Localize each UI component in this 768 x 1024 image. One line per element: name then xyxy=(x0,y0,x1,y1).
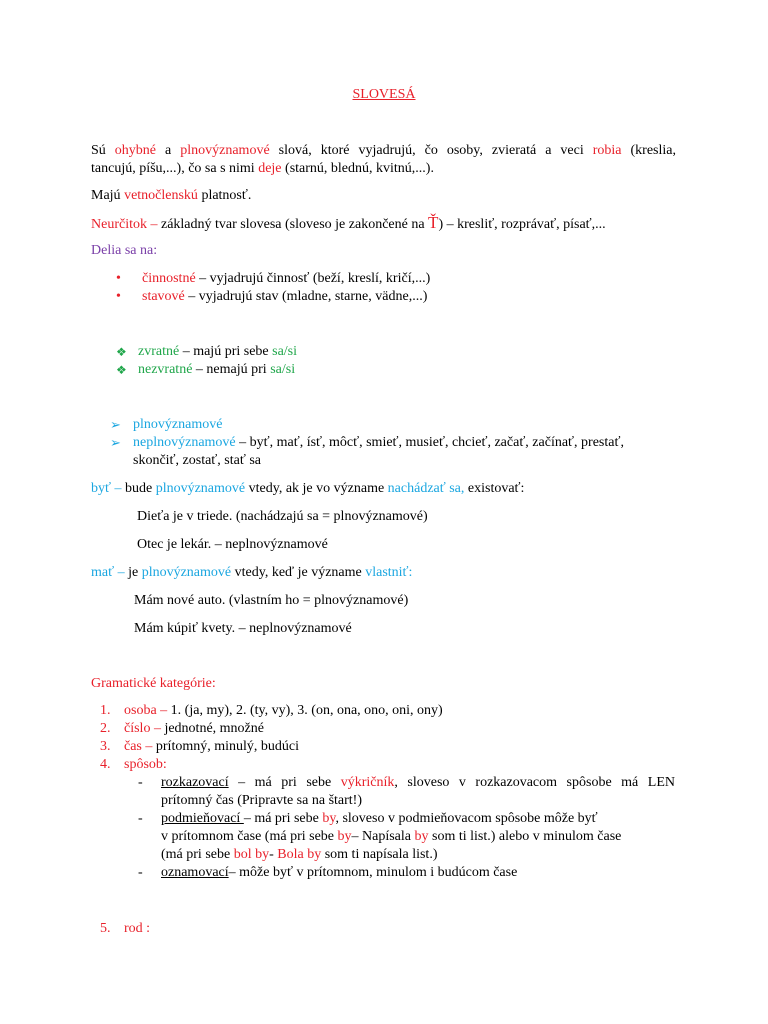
platnost-line: Majú vetnočlenskú platnosť. xyxy=(91,188,252,203)
list-number: 2. xyxy=(100,721,111,736)
intro-line-2: tancujú, píšu,...), čo sa s nimi deje (starnú, blednú, kvitnú,...). xyxy=(91,161,434,176)
gram-item-sposob: spôsob: xyxy=(124,757,167,772)
mat-line: mať – je plnovýznamové vtedy, keď je význame vlastniť: xyxy=(91,565,413,580)
type-item-cinnostne: činnostné – vyjadrujú činnosť (beží, kreslí, kričí,...) xyxy=(142,271,431,286)
mode-rozkazovaci-cont: prítomný čas (Pripravte sa na štart!) xyxy=(161,793,362,808)
gram-item-cislo: číslo – jednotné, množné xyxy=(124,721,264,736)
mat-example-1: Mám nové auto. (vlastním ho = plnovýznamové) xyxy=(134,593,409,608)
list-number: 1. xyxy=(100,703,111,718)
gram-heading: Gramatické kategórie: xyxy=(91,676,216,691)
delia-heading: Delia sa na: xyxy=(91,243,158,258)
byt-example-2: Otec je lekár. – neplnovýznamové xyxy=(137,537,328,552)
diamond-bullet-icon: ❖ xyxy=(116,363,127,377)
bullet-icon: • xyxy=(116,271,121,286)
mode-podmienovaci-cont-1: v prítomnom čase (má pri sebe by– Napísala by som ti list.) alebo v minulom čase xyxy=(161,829,622,844)
byt-line: byť – bude plnovýznamové vtedy, ak je vo význame nachádzať sa, existovať: xyxy=(91,481,525,496)
dash-bullet: - xyxy=(138,775,143,790)
dash-bullet: - xyxy=(138,811,143,826)
type-item-stavove: stavové – vyjadrujú stav (mladne, starne, vädne,...) xyxy=(142,289,428,304)
dash-bullet: - xyxy=(138,865,143,880)
list-number: 4. xyxy=(100,757,111,772)
mode-rozkazovaci: rozkazovací – má pri sebe výkričník, sloveso v rozkazovacom spôsobe má LEN xyxy=(161,775,675,790)
meaning-item-plno: plnovýznamové xyxy=(133,417,223,432)
page-title: SLOVESÁ xyxy=(352,87,416,102)
bullet-icon: • xyxy=(116,289,121,304)
list-number: 5. xyxy=(100,921,111,936)
meaning-item-neplno: neplnovýznamové – byť, mať, ísť, môcť, smieť, musieť, chcieť, začať, začínať, prestať, xyxy=(133,435,624,450)
intro-line-1: Sú ohybné a plnovýznamové slová, ktoré vyjadrujú, čo osoby, zvieratá a veci robia (kreslia, xyxy=(91,143,676,158)
byt-example-1: Dieťa je v triede. (nachádzajú sa = plnovýznamové) xyxy=(137,509,428,524)
arrow-bullet-icon: ➢ xyxy=(110,435,121,450)
meaning-item-neplno-cont: skončiť, zostať, stať sa xyxy=(133,453,261,468)
mode-podmienovaci-cont-2: (má pri sebe bol by- Bola by som ti napísala list.) xyxy=(161,847,438,862)
mat-example-2: Mám kúpiť kvety. – neplnovýznamové xyxy=(134,621,352,636)
list-number: 3. xyxy=(100,739,111,754)
reflexive-item-zvratne: zvratné – majú pri sebe sa/si xyxy=(138,344,298,359)
diamond-bullet-icon: ❖ xyxy=(116,345,127,359)
mode-podmienovaci: podmieňovací – má pri sebe by, sloveso v podmieňovacom spôsobe môže byť xyxy=(161,811,598,826)
reflexive-item-nezvratne: nezvratné – nemajú pri sa/si xyxy=(138,362,296,377)
gram-item-osoba: osoba – 1. (ja, my), 2. (ty, vy), 3. (on, ona, ono, oni, ony) xyxy=(124,703,443,718)
gram-item-rod: rod : xyxy=(124,921,151,936)
neurcitok-line: Neurčitok – základný tvar slovesa (sloveso je zakončené na Ť) – kresliť, rozprávať, písať,... xyxy=(91,213,606,232)
mode-oznamovaci: oznamovací– môže byť v prítomnom, minulom i budúcom čase xyxy=(161,865,518,880)
gram-item-cas: čas – prítomný, minulý, budúci xyxy=(124,739,299,754)
arrow-bullet-icon: ➢ xyxy=(110,417,121,432)
